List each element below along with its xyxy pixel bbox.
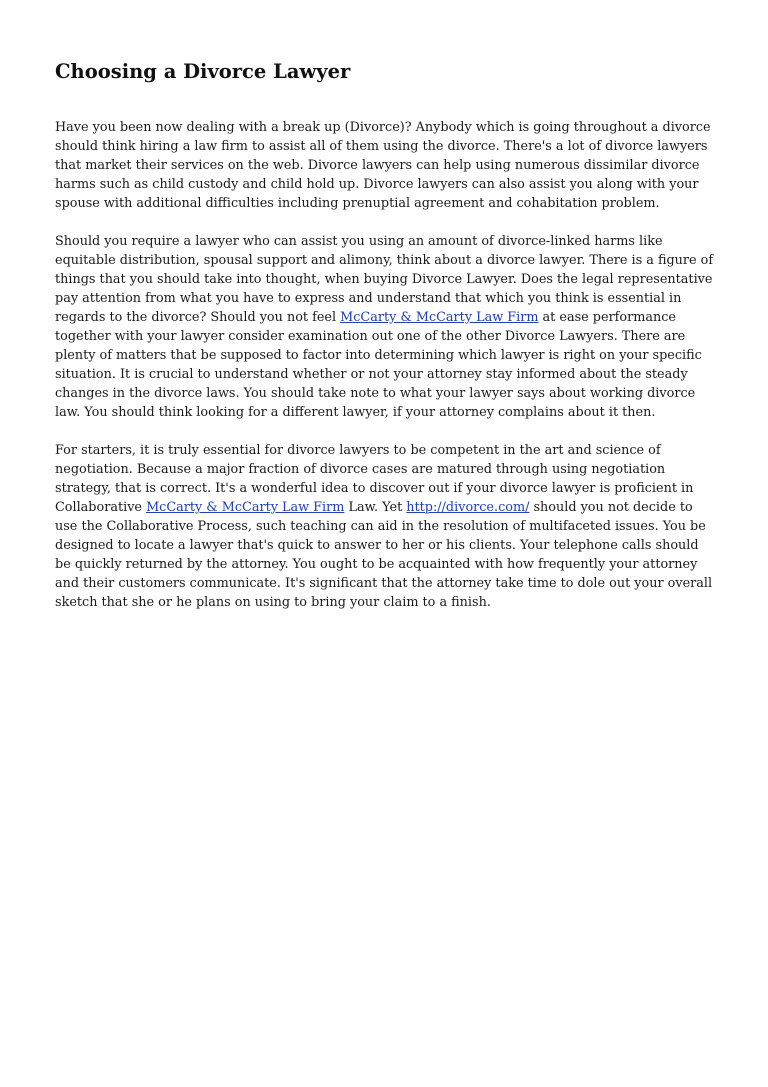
paragraph-choosing-text-after: at ease performance together with your lawyer consider examination out one of the other Divorce Lawyers. There are plenty of matters that be supposed to factor into determining which lawyer is right on your specific situation. It is crucial to understand whether or not your attorney stay informed about the steady changes in the divorce laws. You should take note to what your lawyer says about working divorce law. You should think looking for a different lawyer, if your attorney complains about it then. xyxy=(55,310,702,420)
document-title: Choosing a Divorce Lawyer xyxy=(55,60,351,83)
paragraph-negotiation xyxy=(55,441,715,612)
paragraph-negotiation-text-after: should you not decide to use the Collaborative Process, such teaching can aid in the resolution of multifaceted issues. You be designed to locate a lawyer that's quick to answer to her or his clients. Your telephone calls should be quickly returned by the attorney. You ought to be acquainted with how frequently your attorney and their customers communicate. It's significant that the attorney take time to dole out your overall sketch that she or he plans on using to bring your claim to a finish. xyxy=(55,500,713,610)
paragraph-negotiation-text-between: Law. Yet xyxy=(344,500,407,515)
paragraph-intro xyxy=(55,118,715,213)
paragraph-choosing-text-before: Should you require a lawyer who can assist you using an amount of divorce-linked harms like equitable distribution, spousal support and alimony, think about a divorce lawyer. There is a figure of things that you should take into thought, when buying Divorce Lawyer. Does the legal representative pay attention from what you have to express and understand that which you think is essential in regards to the divorce? Should you not feel xyxy=(55,234,714,325)
paragraph-intro-text: Have you been now dealing with a break up (Divorce)? Anybody which is going throughout a divorce should think hiring a law firm to assist all of them using the divorce. There's a lot of divorce lawyers that market their services on the web. Divorce lawyers can help using numerous dissimilar divorce harms such as child custody and child hold up. Divorce lawyers can also assist you along with your spouse with additional difficulties including prenuptial agreement and cohabitation problem. xyxy=(55,120,711,211)
document-page xyxy=(55,58,715,631)
paragraph-negotiation-text-before: For starters, it is truly essential for divorce lawyers to be competent in the art and science of negotiation. Because a major fraction of divorce cases are matured through using negotiation strategy, that is correct. It's a wonderful idea to discover out if your divorce lawyer is proficient in Collaborative xyxy=(55,443,694,515)
divorce-com-link[interactable]: http://divorce.com/ xyxy=(406,500,530,515)
paragraph-choosing xyxy=(55,232,715,422)
law-firm-link[interactable]: McCarty & McCarty Law Firm xyxy=(340,310,539,325)
collaborative-law-firm-link[interactable]: McCarty & McCarty Law Firm xyxy=(146,500,345,515)
